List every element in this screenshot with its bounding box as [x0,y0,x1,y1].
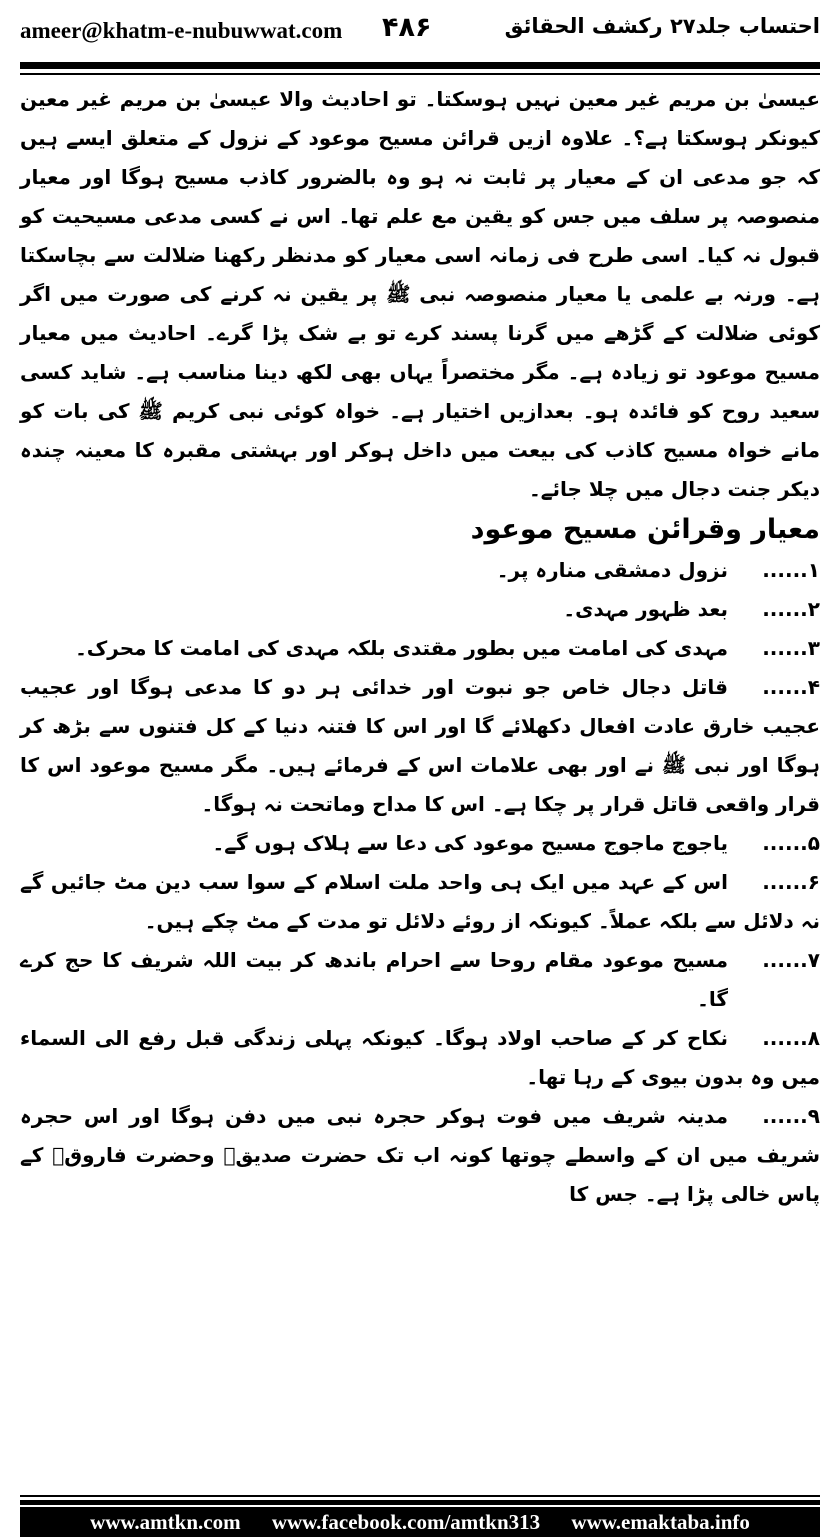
item-text: بعد ظہور مہدی۔ [563,597,728,621]
page-number: ۴۸۶ [382,12,432,43]
item-number: ۵...... [762,831,820,855]
section-heading: معیار وقرائن مسیح موعود [470,514,820,545]
item-number: ۲...... [762,597,820,621]
footer-rule-thick [20,1500,820,1505]
item-text: نکاح کر کے صاحب اولاد ہوگا۔ کیونکہ پہلی زندگی قبل رفع الی السماء میں وہ بدون بیوی کے رہا تھا۔ [20,1026,820,1089]
item-text: قاتل دجال خاص جو نبوت اور خدائی ہر دو کا مدعی ہوگا اور عجیب عجیب خارق عادت افعال دکھلائے گا اور اس کا فتنہ دنیا کے کل فتنوں سے بڑھ کر ہوگا اور نبی ﷺ نے اور بھی علامات اس کے فرمائے ہیں۔ مگر مسیح موعود اس کا قرار واقعی قاتل قرار پر چکا ہے۔ اس کا مداح وماتحت نہ ہوگا۔ [20,675,820,816]
page-body [20,80,820,1214]
list-item [20,551,820,590]
item-text: مدینہ شریف میں فوت ہوکر حجرہ نبی میں دفن ہوگا اور اس حجرہ شریف میں ان کے واسطے چوتھا کونہ اب تک حضرت صدیقؓ وحضرت فاروقؓ کے پاس خالی پڑا ہے۔ جس کا [20,1104,820,1206]
item-number: ۳...... [762,636,820,660]
item-text: اس کے عہد میں ایک ہی واحد ملت اسلام کے سوا سب دین مٹ جائیں گے نہ دلائل سے بلکہ عملاً۔ کیونکہ از روئے دلائل تو مدت کے مٹ چکے ہیں۔ [20,870,820,933]
item-number: ۴...... [762,675,820,699]
item-text: یاجوج ماجوج مسیح موعود کی دعا سے ہلاک ہوں گے۔ [212,831,728,855]
list-item [20,824,820,863]
list-item [20,1019,820,1097]
list-item [20,590,820,629]
item-text: نزول دمشقی منارہ پر۔ [496,558,728,582]
list-item [20,941,820,1019]
running-title: احتساب جلد۲۷ رکشف الحقائق [504,14,820,38]
page-header [0,0,840,66]
list-item [20,629,820,668]
list-item [20,668,820,824]
item-number: ۹...... [762,1104,820,1128]
item-text: مہدی کی امامت میں بطور مقتدی بلکہ مہدی کی امامت کا محرک۔ [75,636,728,660]
list-item [20,863,820,941]
item-number: ۶...... [762,870,820,894]
header-rule-thin [20,73,820,75]
footer-link-facebook[interactable]: www.facebook.com/amtkn313 [271,1510,541,1534]
header-rule-thick [20,62,820,69]
item-number: ۸...... [762,1026,820,1050]
header-email: ameer@khatm-e-nubuwwat.com [20,18,343,43]
footer-link-emaktaba[interactable]: www.emaktaba.info [571,1510,750,1534]
item-number: ۷...... [762,948,820,972]
item-text: مسیح موعود مقام روحا سے احرام باندھ کر بیت اللہ شریف کا حج کرے گا۔ [20,948,728,1011]
intro-paragraph: عیسیٰ بن مریم غیر معین نہیں ہوسکتا۔ تو احادیث والا عیسیٰ بن مریم غیر معین کیونکر ہوسکتا ہے؟۔ علاوہ ازیں قرائن مسیح موعود کے نزول کے متعلق ایسے ہیں کہ جو مدعی ان کے معیار پر ثابت نہ ہو وہ بالضرور کاذب مسیح ہوگا اور معیار منصوصہ پر سلف میں جس کو یقین مع علم تھا۔ اس نے کسی مدعی مسیحیت کو قبول نہ کیا۔ اسی طرح فی زمانہ اسی معیار کو مدنظر رکھنا ضلالت سے بچاسکتا ہے۔ ورنہ بے علمی یا معیار منصوصہ نبی ﷺ پر یقین نہ کرنے کی صورت میں اگر کوئی ضلالت کے گڑھے میں گرنا پسند کرے تو بے شک پڑا گرے۔ احادیث میں معیار مسیح موعود تو زیادہ ہے۔ مگر مختصراً یہاں بھی لکھ دینا مناسب ہے۔ شاید کسی سعید روح کو فائدہ ہو۔ بعدازیں اختیار ہے۔ خواہ کوئی نبی کریم ﷺ کی بات کو مانے خواہ مسیح کاذب کی بیعت میں داخل ہوکر اور بہشتی مقبرہ کا معینہ چندہ دیکر جنت دجال میں چلا جائے۔ [20,87,820,501]
item-number: ۱...... [762,558,820,582]
footer-rule-thin [20,1495,820,1497]
footer-bar [20,1507,820,1537]
list-item [20,1097,820,1214]
footer-link-amtkn[interactable]: www.amtkn.com [90,1510,241,1534]
